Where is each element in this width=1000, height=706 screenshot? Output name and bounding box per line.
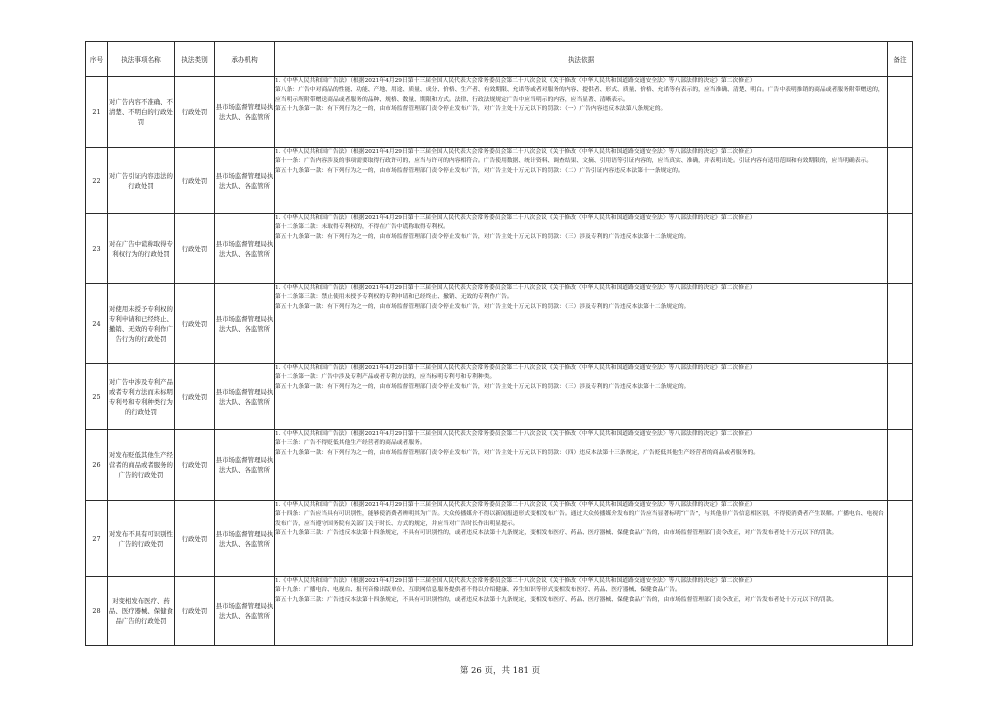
table-row	[86, 430, 913, 501]
basis-line: 第十九条：广播电台、电视台、报刊音像出版单位、互联网信息服务提供者不得以介绍健康、养生知识等形式变相发布医疗、药品、医疗器械、保健食品广告。	[275, 587, 681, 594]
legal-basis	[275, 430, 888, 501]
basis-line: 第八条：广告中对商品的性能、功能、产地、用途、质量、成分、价格、生产者、有效期限、允诺等或者对服务的内容、提供者、形式、质量、价格、允诺等有表示的，应当准确、清楚、明白。广告中表明推销的商品或者服务附带赠送的，应当明示所附带赠送商品或者服务的品种、规格、数量、期限和方式。法律、行政法规规定广告中应当明示的内容，应当显著、清晰表示。	[275, 87, 884, 103]
item-category: 行政处罚	[175, 214, 215, 284]
item-category: 行政处罚	[175, 364, 215, 430]
row-number: 25	[86, 364, 108, 430]
basis-line: 1.《中华人民共和国广告法》（根据2021年4月29日第十三届全国人民代表大会常务委员会第二十八次会议《关于修改〈中华人民共和国道路交通安全法〉等八部法律的决定》第二次修正）	[275, 78, 756, 84]
table-row	[86, 284, 913, 364]
basis-line: 第十一条：广告内容涉及的事项需要取得行政许可的，应当与许可的内容相符合。广告使用数据、统计资料、调查结果、文摘、引用语等引证内容的，应当真实、准确，并表明出处。引证内容有适用范围和有效期限的，应当明确表示。	[275, 158, 873, 165]
remarks-cell	[888, 577, 913, 646]
remarks-cell	[888, 77, 913, 148]
item-organization: 县市场监督管理局执法大队、各监管所	[215, 430, 275, 501]
legal-basis	[275, 501, 888, 577]
item-name: 对广告内容不准确、不清楚、不明白的行政处罚	[108, 77, 175, 148]
header-category: 执法类别	[175, 42, 215, 77]
basis-line: 第五十九条第一款：有下列行为之一的，由市场监督管理部门责令停止发布广告，对广告主处十万元以下的罚款：（三）涉及专利的广告违反本法第十二条规定的。	[275, 233, 690, 240]
basis-line: 第十二条第三款：禁止使用未授予专利权的专利申请和已经终止、撤销、无效的专利作广告。	[275, 294, 513, 301]
item-name: 对发布不具有可识别性广告的行政处罚	[108, 501, 175, 577]
basis-line: 第五十九条第一款：有下列行为之一的，由市场监督管理部门责令停止发布广告，对广告主处十万元以下的罚款：（四）违反本法第十三条规定，广告贬低其他生产经营者的商品或者服务的。	[275, 449, 760, 456]
item-category: 行政处罚	[175, 284, 215, 364]
header-organization: 承办机构	[215, 42, 275, 77]
row-number: 22	[86, 148, 108, 214]
item-organization: 县市场监督管理局执法大队、各监管所	[215, 77, 275, 148]
header-item-name: 执法事项名称	[108, 42, 175, 77]
basis-line: 1.《中华人民共和国广告法》（根据2021年4月29日第十三届全国人民代表大会常务委员会第二十八次会议《关于修改〈中华人民共和国道路交通安全法〉等八部法律的决定》第二次修正）	[275, 502, 756, 508]
remarks-cell	[888, 364, 913, 430]
row-number: 24	[86, 284, 108, 364]
item-organization: 县市场监督管理局执法大队、各监管所	[215, 364, 275, 430]
legal-basis	[275, 364, 888, 430]
basis-line: 第五十九条第一款：有下列行为之一的，由市场监督管理部门责令停止发布广告，对广告主处十万元以下的罚款：（二）广告引证内容违反本法第十一条规定的。	[275, 167, 684, 174]
item-name: 对在广告中谎称取得专利权行为的行政处罚	[108, 214, 175, 284]
basis-line: 第十二条第一款：广告中涉及专利产品或者专利方法的，应当标明专利号和专利种类。	[275, 374, 496, 381]
basis-line: 1.《中华人民共和国广告法》（根据2021年4月29日第十三届全国人民代表大会常务委员会第二十八次会议《关于修改〈中华人民共和国道路交通安全法〉等八部法律的决定》第二次修正）	[275, 365, 756, 371]
row-number: 27	[86, 501, 108, 577]
item-category: 行政处罚	[175, 77, 215, 148]
table-row	[86, 501, 913, 577]
item-organization: 县市场监督管理局执法大队、各监管所	[215, 284, 275, 364]
basis-line: 1.《中华人民共和国广告法》（根据2021年4月29日第十三届全国人民代表大会常务委员会第二十八次会议《关于修改〈中华人民共和国道路交通安全法〉等八部法律的决定》第二次修正）	[275, 285, 756, 291]
legal-basis	[275, 214, 888, 284]
basis-line: 第五十九条第一款：有下列行为之一的，由市场监督管理部门责令停止发布广告，对广告主处十万元以下的罚款：（三）涉及专利的广告违反本法第十二条规定的。	[275, 303, 690, 310]
legal-basis	[275, 77, 888, 148]
basis-line: 第五十九条第三款：广告违反本法第十四条规定，不具有可识别性的，或者违反本法第十九条规定，变相发布医疗、药品、医疗器械、保健食品广告的，由市场监督管理部门责令改正，对广告发布者处十万元以下的罚款。	[275, 530, 838, 537]
legal-basis	[275, 148, 888, 214]
item-organization: 县市场监督管理局执法大队、各监管所	[215, 148, 275, 214]
header-no: 序号	[86, 42, 108, 77]
remarks-cell	[888, 501, 913, 577]
basis-line: 1.《中华人民共和国广告法》（根据2021年4月29日第十三届全国人民代表大会常务委员会第二十八次会议《关于修改〈中华人民共和国道路交通安全法〉等八部法律的决定》第二次修正）	[275, 431, 756, 437]
legal-basis	[275, 577, 888, 646]
item-organization: 县市场监督管理局执法大队、各监管所	[215, 501, 275, 577]
row-number: 28	[86, 577, 108, 646]
remarks-cell	[888, 284, 913, 364]
basis-line: 第十三条：广告不得贬低其他生产经营者的商品或者服务。	[275, 440, 426, 447]
item-category: 行政处罚	[175, 148, 215, 214]
basis-line: 1.《中华人民共和国广告法》（根据2021年4月29日第十三届全国人民代表大会常务委员会第二十八次会议《关于修改〈中华人民共和国道路交通安全法〉等八部法律的决定》第二次修正）	[275, 215, 756, 221]
table-row	[86, 364, 913, 430]
table-row	[86, 214, 913, 284]
basis-line: 第十四条：广告应当具有可识别性，能够使消费者辨明其为广告。大众传播媒介不得以新闻报道形式变相发布广告。通过大众传播媒介发布的广告应当显著标明“广告”，与其他非广告信息相区别，不得使消费者产生误解。广播电台、电视台发布广告，应当遵守国务院有关部门关于时长、方式的规定，并应当对广告时长作出明显提示。	[275, 511, 884, 527]
header-remarks: 备注	[888, 42, 913, 77]
remarks-cell	[888, 214, 913, 284]
basis-line: 第五十九条第一款：有下列行为之一的，由市场监督管理部门责令停止发布广告，对广告主处十万元以下的罚款：（三）涉及专利的广告违反本法第十二条规定的。	[275, 383, 690, 390]
item-name: 对变相发布医疗、药品、医疗器械、保健食品广告的行政处罚	[108, 577, 175, 646]
basis-line: 第五十九条第一款：有下列行为之一的，由市场监督管理部门责令停止发布广告，对广告主处十万元以下的罚款：（一）广告内容违反本法第八条规定的。	[275, 106, 667, 113]
page-number: 第 26 页，共 181 页	[459, 666, 541, 676]
basis-line: 1.《中华人民共和国广告法》（根据2021年4月29日第十三届全国人民代表大会常务委员会第二十八次会议《关于修改〈中华人民共和国道路交通安全法〉等八部法律的决定》第二次修正）	[275, 149, 756, 155]
table-header-row	[86, 42, 913, 77]
row-number: 21	[86, 77, 108, 148]
item-category: 行政处罚	[175, 430, 215, 501]
item-name: 对广告中涉及专利产品或者专利方法而未标明专利号和专利种类行为的行政处罚	[108, 364, 175, 430]
table-row	[86, 77, 913, 148]
row-number: 26	[86, 430, 108, 501]
item-name: 对广告引证内容违法的行政处罚	[108, 148, 175, 214]
enforcement-table	[85, 41, 913, 646]
basis-line: 1.《中华人民共和国广告法》（根据2021年4月29日第十三届全国人民代表大会常务委员会第二十八次会议《关于修改〈中华人民共和国道路交通安全法〉等八部法律的决定》第二次修正）	[275, 578, 756, 584]
item-organization: 县市场监督管理局执法大队、各监管所	[215, 214, 275, 284]
remarks-cell	[888, 430, 913, 501]
table-row	[86, 577, 913, 646]
item-name: 对发布贬低其他生产经营者的商品或者服务的广告的行政处罚	[108, 430, 175, 501]
row-number: 23	[86, 214, 108, 284]
remarks-cell	[888, 148, 913, 214]
item-name: 对使用未授予专利权的专利申请和已经终止、撤销、无效的专利作广告行为的行政处罚	[108, 284, 175, 364]
header-legal-basis: 执法依据	[275, 42, 888, 77]
table-row	[86, 148, 913, 214]
item-organization: 县市场监督管理局执法大队、各监管所	[215, 577, 275, 646]
basis-line: 第十二条第二款：未取得专利权的，不得在广告中谎称取得专利权。	[275, 224, 449, 231]
item-category: 行政处罚	[175, 577, 215, 646]
legal-basis	[275, 284, 888, 364]
item-category: 行政处罚	[175, 501, 215, 577]
basis-line: 第五十九条第三款：广告违反本法第十四条规定，不具有可识别性的，或者违反本法第十九条规定，变相发布医疗、药品、医疗器械、保健食品广告的，由市场监督管理部门责令改正，对广告发布者处十万元以下的罚款。	[275, 596, 838, 603]
